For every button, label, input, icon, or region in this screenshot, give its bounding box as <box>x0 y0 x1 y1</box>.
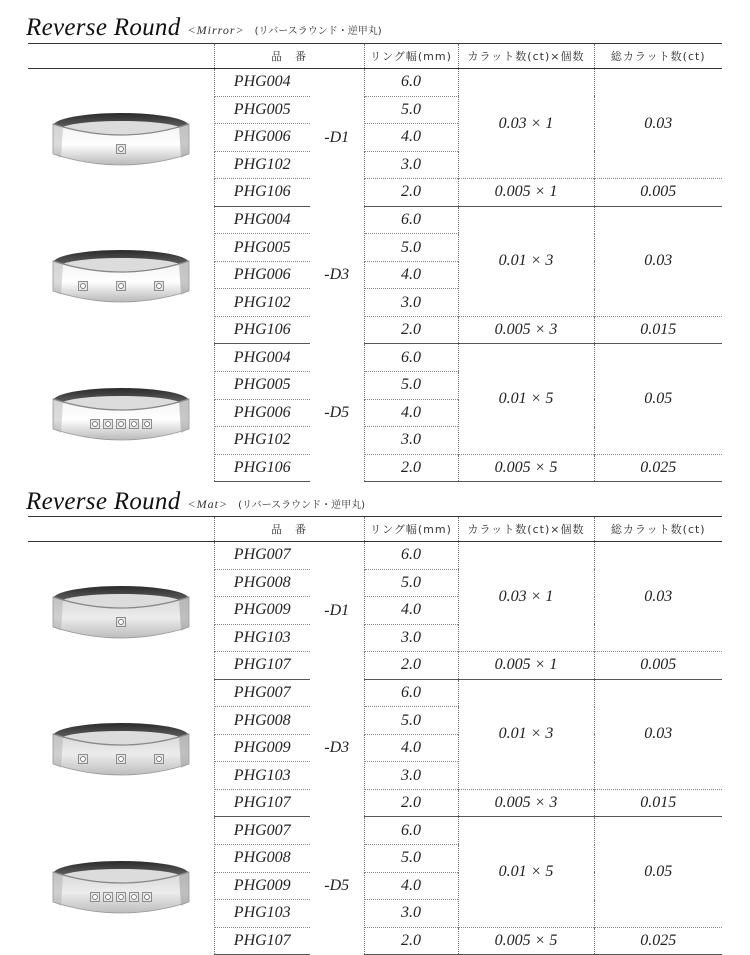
ring-image <box>28 344 214 482</box>
table-row <box>28 206 722 234</box>
ring-width: 6.0 <box>364 542 458 570</box>
ring-image <box>28 542 214 680</box>
header-carat-count: カラット数(ct)×個数 <box>458 44 594 69</box>
section-finish-label: <Mat> <box>187 497 229 511</box>
product-code: PHG005 <box>214 372 310 400</box>
header-product-code: 品 番 <box>214 44 364 69</box>
section-title: Reverse Round <box>26 14 181 41</box>
product-code: PHG009 <box>214 597 310 625</box>
ring-width: 3.0 <box>364 900 458 928</box>
ring-width: 4.0 <box>364 261 458 289</box>
product-code: PHG007 <box>214 817 310 845</box>
total-carat: 0.03 <box>594 679 722 789</box>
product-code: PHG004 <box>214 344 310 372</box>
total-carat: 0.025 <box>594 927 722 955</box>
product-code: PHG007 <box>214 679 310 707</box>
carat-count: 0.03 × 1 <box>458 69 594 179</box>
ring-image <box>28 206 214 344</box>
ring-width: 6.0 <box>364 69 458 97</box>
carat-count: 0.01 × 3 <box>458 206 594 316</box>
ring-width: 4.0 <box>364 124 458 152</box>
diamond-suffix: -D3 <box>310 679 364 817</box>
spec-table-mirror <box>28 43 722 482</box>
carat-count: 0.01 × 3 <box>458 679 594 789</box>
product-code: PHG007 <box>214 542 310 570</box>
total-carat: 0.025 <box>594 454 722 482</box>
total-carat: 0.015 <box>594 316 722 344</box>
product-code: PHG004 <box>214 206 310 234</box>
total-carat: 0.03 <box>594 69 722 179</box>
ring-width: 2.0 <box>364 316 458 344</box>
header-total-carat: 総カラット数(ct) <box>594 44 722 69</box>
table-row <box>28 542 722 570</box>
product-code: PHG008 <box>214 845 310 873</box>
carat-count: 0.01 × 5 <box>458 344 594 454</box>
carat-count: 0.005 × 1 <box>458 179 594 207</box>
product-code: PHG107 <box>214 789 310 817</box>
ring-width: 3.0 <box>364 624 458 652</box>
diamond-suffix: -D1 <box>310 542 364 680</box>
total-carat: 0.005 <box>594 179 722 207</box>
table-row <box>28 69 722 97</box>
ring-width: 5.0 <box>364 96 458 124</box>
diamond-suffix: -D1 <box>310 69 364 207</box>
section-title: Reverse Round <box>26 488 181 515</box>
product-code: PHG009 <box>214 872 310 900</box>
ring-width: 3.0 <box>364 762 458 790</box>
product-code: PHG008 <box>214 569 310 597</box>
carat-count: 0.01 × 5 <box>458 817 594 927</box>
ring-width: 6.0 <box>364 679 458 707</box>
ring-width: 6.0 <box>364 817 458 845</box>
product-code: PHG107 <box>214 652 310 680</box>
ring-width: 5.0 <box>364 569 458 597</box>
product-code: PHG106 <box>214 316 310 344</box>
product-code: PHG103 <box>214 762 310 790</box>
total-carat: 0.05 <box>594 344 722 454</box>
ring-width: 6.0 <box>364 344 458 372</box>
product-code: PHG103 <box>214 900 310 928</box>
product-code: PHG106 <box>214 179 310 207</box>
diamond-suffix: -D3 <box>310 206 364 344</box>
table-row <box>28 817 722 845</box>
ring-width: 3.0 <box>364 427 458 455</box>
image-column-header <box>28 44 214 69</box>
ring-width: 2.0 <box>364 789 458 817</box>
carat-count: 0.005 × 3 <box>458 316 594 344</box>
product-code: PHG008 <box>214 707 310 735</box>
table-row <box>28 344 722 372</box>
product-code: PHG006 <box>214 124 310 152</box>
total-carat: 0.005 <box>594 652 722 680</box>
product-code: PHG006 <box>214 261 310 289</box>
product-code: PHG102 <box>214 289 310 317</box>
product-code: PHG006 <box>214 399 310 427</box>
carat-count: 0.005 × 5 <box>458 927 594 955</box>
product-code: PHG102 <box>214 151 310 179</box>
carat-count: 0.03 × 1 <box>458 542 594 652</box>
total-carat: 0.03 <box>594 206 722 316</box>
ring-width: 6.0 <box>364 206 458 234</box>
product-code: PHG004 <box>214 69 310 97</box>
ring-width: 2.0 <box>364 927 458 955</box>
ring-width: 5.0 <box>364 234 458 262</box>
ring-width: 2.0 <box>364 179 458 207</box>
spec-table-mat <box>28 516 722 955</box>
section-title-mirror <box>26 8 382 42</box>
ring-width: 5.0 <box>364 372 458 400</box>
product-code: PHG009 <box>214 734 310 762</box>
product-code: PHG106 <box>214 454 310 482</box>
ring-width: 2.0 <box>364 454 458 482</box>
image-column-header <box>28 517 214 542</box>
ring-width: 4.0 <box>364 734 458 762</box>
ring-width: 4.0 <box>364 872 458 900</box>
ring-width: 5.0 <box>364 707 458 735</box>
ring-width: 3.0 <box>364 289 458 317</box>
ring-width: 3.0 <box>364 151 458 179</box>
ring-image <box>28 679 214 817</box>
diamond-suffix: -D5 <box>310 817 364 955</box>
carat-count: 0.005 × 5 <box>458 454 594 482</box>
header-ring-width: リング幅(mm) <box>364 44 458 69</box>
table-row <box>28 679 722 707</box>
ring-image <box>28 69 214 207</box>
section-finish-label: <Mirror> <box>187 23 245 37</box>
carat-count: 0.005 × 1 <box>458 652 594 680</box>
total-carat: 0.05 <box>594 817 722 927</box>
header-ring-width: リング幅(mm) <box>364 517 458 542</box>
product-code: PHG005 <box>214 96 310 124</box>
ring-width: 5.0 <box>364 845 458 873</box>
product-code: PHG005 <box>214 234 310 262</box>
ring-width: 4.0 <box>364 597 458 625</box>
header-carat-count: カラット数(ct)×個数 <box>458 517 594 542</box>
ring-image <box>28 817 214 955</box>
ring-width: 2.0 <box>364 652 458 680</box>
product-code: PHG103 <box>214 624 310 652</box>
header-product-code: 品 番 <box>214 517 364 542</box>
total-carat: 0.03 <box>594 542 722 652</box>
product-code: PHG107 <box>214 927 310 955</box>
section-title-mat <box>26 482 365 516</box>
header-total-carat: 総カラット数(ct) <box>594 517 722 542</box>
section-japanese-note: (リバースラウンド・逆甲丸) <box>254 26 382 37</box>
carat-count: 0.005 × 3 <box>458 789 594 817</box>
section-japanese-note: (リバースラウンド・逆甲丸) <box>238 500 366 511</box>
ring-width: 4.0 <box>364 399 458 427</box>
diamond-suffix: -D5 <box>310 344 364 482</box>
total-carat: 0.015 <box>594 789 722 817</box>
product-code: PHG102 <box>214 427 310 455</box>
